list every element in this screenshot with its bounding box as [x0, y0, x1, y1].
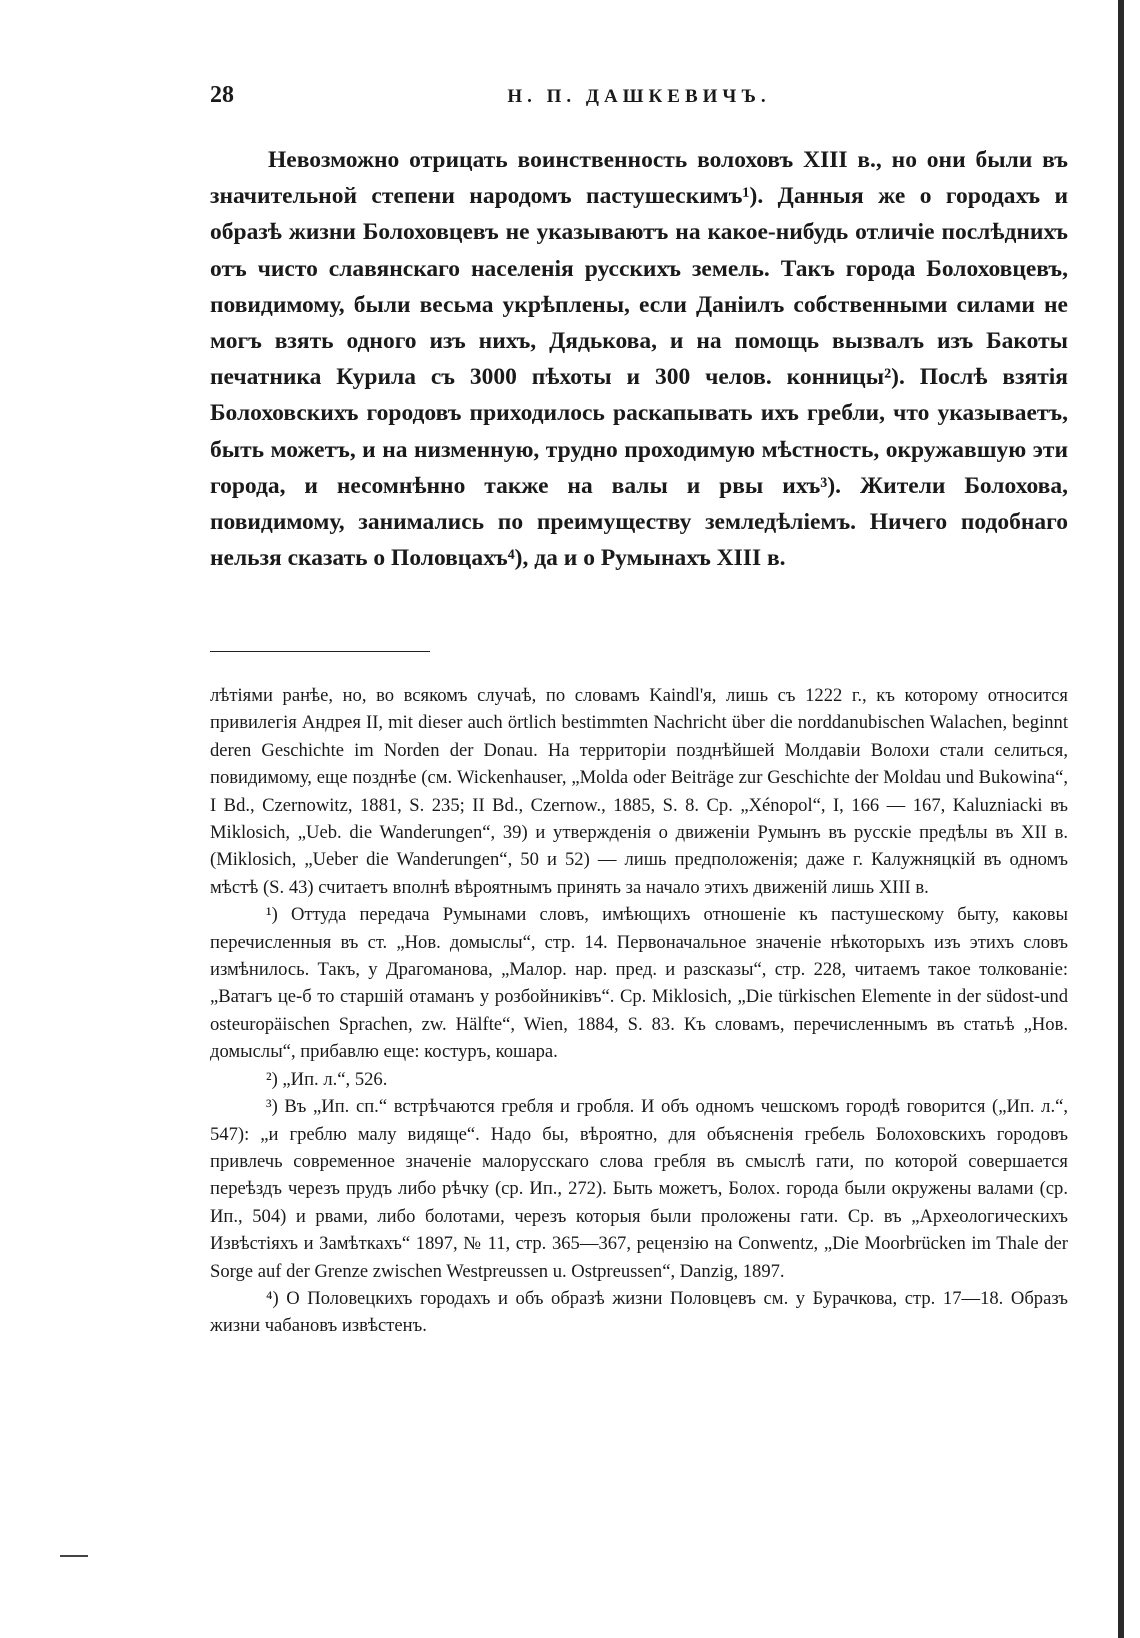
footnote-4: ⁴) О Половецкихъ городахъ и объ образѣ жизни Половцевъ см. у Бурачкова, стр. 17—18. Образъ жизни чабановъ извѣстенъ. — [210, 1287, 1068, 1337]
footnote-2: ²) „Ип. л.“, 526. — [266, 1068, 388, 1090]
footnote-continuation: лѣтіями ранѣе, но, во всякомъ случаѣ, по словамъ Kaindl'я, лишь съ 1222 г., къ которому относится привилегія Андрея II, mit dieser auch örtlich bestimmten Nachricht über die norddanubischen Walachen, beginnt deren Geschichte im Norden der Donau. На территоріи позднѣйшей Молдавіи Волохи стали селиться, повидимому, еще позднѣе (см. Wickenhauser, „Molda oder Beiträge zur Geschichte der Moldau und Bukowina“, I Bd., Czernowitz, 1881, S. 235; II Bd., Czernow., 1885, S. 8. Cp. „Xénopol“, I, 166 — 167, Kaluzniacki въ Miklosich, „Ueb. die Wanderungen“, 39) и утвержденія о движеніи Румынъ въ русскіе предѣлы въ XII в. (Miklosich, „Ueber die Wanderungen“, 50 и 52) — лишь предположенія; даже г. Калужняцкій въ одномъ мѣстѣ (S. 43) считаетъ вполнѣ вѣроятнымъ принять за начало этихъ движеній лишь XIII в. — [210, 685, 1068, 898]
footnote-divider — [210, 651, 430, 652]
main-text — [210, 142, 1068, 576]
page-number: 28 — [210, 82, 234, 108]
page-edge — [1118, 0, 1124, 1638]
page-header — [210, 82, 1068, 118]
main-paragraph: Невозможно отрицать воинственность волоховъ XIII в., но они были въ значительной степени народомъ пастушескимъ¹). Данныя же о городахъ и образѣ жизни Болоховцевъ не указываютъ на какое-нибудь отличіе послѣднихъ отъ чисто славянскаго населенія русскихъ земель. Такъ города Болоховцевъ, повидимому, были весьма укрѣплены, если Даніилъ собственными силами не могъ взять одного изъ нихъ, Дядькова, и на помощь вызвалъ изъ Бакоты печатника Курила съ 3000 пѣхоты и 300 челов. конницы²). Послѣ взятія Болоховскихъ городовъ приходилось раскапывать ихъ гребли, что указываетъ, быть можетъ, и на низменную, трудно проходимую мѣстность, окружавшую эти города, и несомнѣнно также на валы и рвы ихъ³). Жители Болохова, повидимому, занимались по преимуществу земледѣліемъ. Ничего подобнаго нельзя сказать о Половцахъ⁴), да и о Румынахъ XIII в. — [210, 147, 1068, 572]
footnotes — [210, 682, 1068, 1340]
scan-mark — [60, 1555, 88, 1557]
footnote-3: ³) Въ „Ип. сп.“ встрѣчаются гребля и гробля. И объ одномъ чешскомъ городѣ говорится („Ип. л.“, 547): „и греблю малу видяще“. Надо бы, вѣроятно, для объясненія гребель Болоховскихъ городовъ привлечь современное значеніе малорусскаго слова гребля въ смыслѣ гати, по которой совершается переѣздъ черезъ прудъ либо рѣчку (ср. Ип., 272). Быть можетъ, Болох. города были окружены валами (ср. Ип., 504) и рвами, либо болотами, черезъ которыя были проложены гати. Ср. въ „Археологическихъ Извѣстіяхъ и Замѣткахъ“ 1897, № 11, стр. 365—367, рецензію на Conwentz, „Die Moorbrücken im Thale der Sorge auf der Grenze zwischen Westpreussen u. Ostpreussen“, Danzig, 1897. — [210, 1096, 1068, 1282]
running-head: Н. П. ДАШКЕВИЧЪ. — [507, 86, 771, 107]
footnote-1: ¹) Оттуда передача Румынами словъ, имѣющихъ отношеніе къ пастушескому быту, каковы перечисленныя въ ст. „Нов. домыслы“, стр. 14. Первоначальное значеніе нѣкоторыхъ изъ этихъ словъ измѣнилось. Такъ, у Драгоманова, „Малор. нар. пред. и разсказы“, стр. 228, читаемъ такое толкованіе: „Ватагъ це-б то старшій отаманъ у розбойниківъ“. Ср. Miklosich, „Die türkischen Elemente in der südost-und osteuropäischen Sprachen, zw. Hälfte“, Wien, 1884, S. 83. Къ словамъ, перечисленнымъ въ статьѣ „Нов. домыслы“, прибавлю еще: костуръ, кошара. — [210, 904, 1068, 1063]
